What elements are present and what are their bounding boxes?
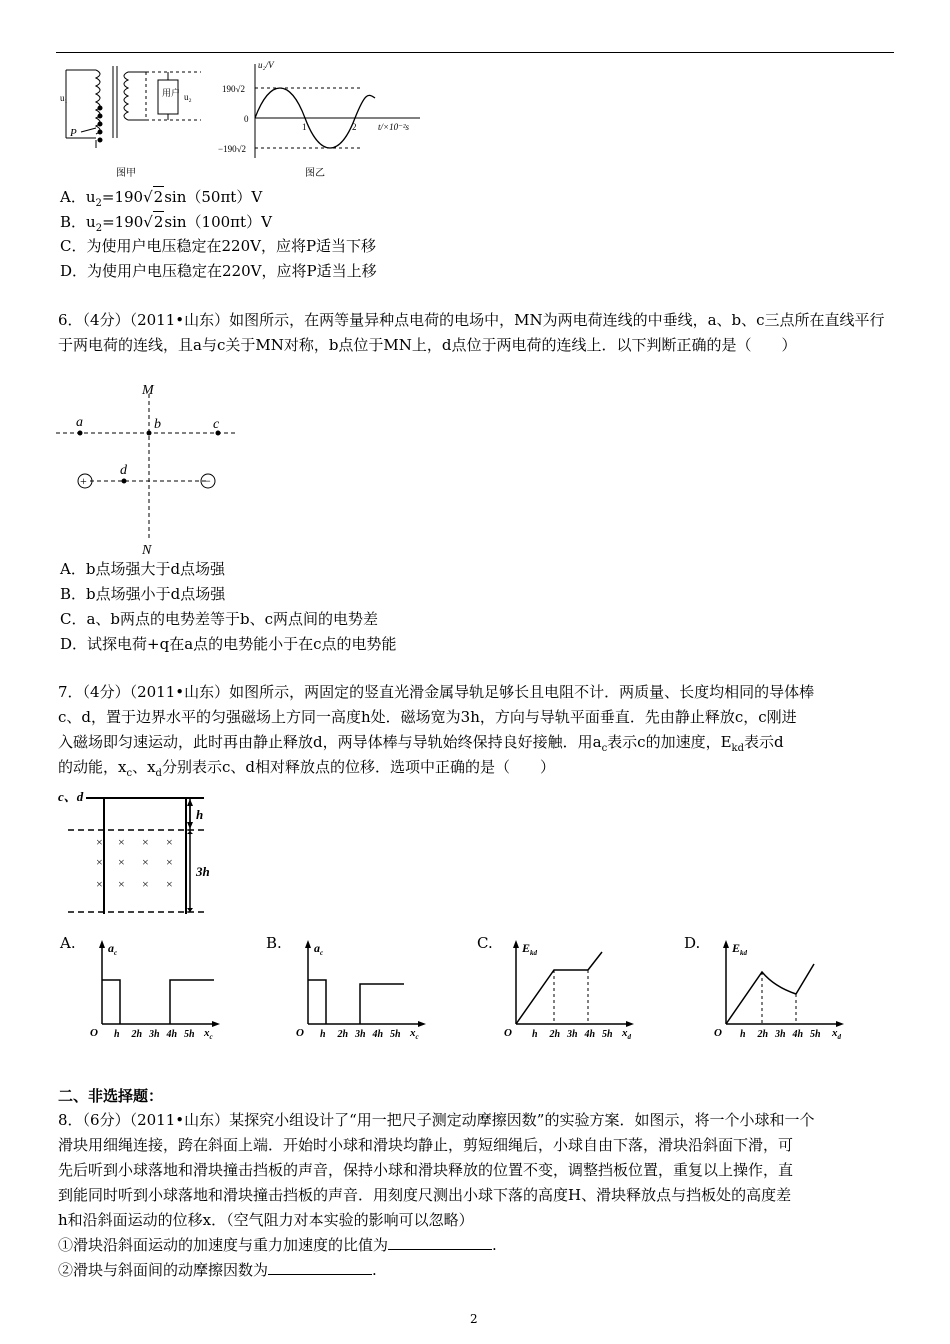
- tick-label: 4h: [166, 1029, 178, 1040]
- graph-b: [292, 936, 442, 1046]
- field-cross: ×: [142, 877, 149, 891]
- q7-option-b[interactable]: B.: [266, 934, 282, 952]
- field-cross: ×: [142, 835, 149, 849]
- answer-blank-1[interactable]: [388, 1235, 492, 1250]
- tick-label: 5h: [810, 1029, 821, 1040]
- graph-b-ylabel: $a_c$: [314, 941, 324, 957]
- label-cd: c、d: [58, 789, 84, 804]
- q7-stem-1: 7．（4分）（2011•山东）如图所示，两固定的竖直光滑金属导轨足够长且电阻不计．两质量、长度均相同的导体棒: [58, 683, 815, 701]
- u2-label: u₂: [184, 92, 192, 102]
- label-b: b: [154, 417, 161, 432]
- tick-label: 5h: [184, 1029, 195, 1040]
- graph-b-xlabel: $x_c$: [410, 1027, 419, 1041]
- u1-label: u₁: [60, 93, 68, 103]
- q6-option-a[interactable]: A．b点场强大于d点场强: [60, 560, 226, 578]
- tick-label: 2h: [757, 1029, 769, 1040]
- section-2-title: 二、非选择题：: [58, 1087, 164, 1105]
- q5-option-a[interactable]: A．$u_2=190√2\sin(50\pi t)V$: [60, 188, 263, 209]
- graph-c-xlabel: $x_d$: [622, 1027, 631, 1041]
- field-cross: ×: [96, 855, 103, 869]
- field-cross: ×: [166, 855, 173, 869]
- q7-option-c[interactable]: C.: [477, 934, 493, 952]
- q6-option-b[interactable]: B．b点场强小于d点场强: [60, 585, 226, 603]
- field-cross: ×: [118, 855, 125, 869]
- field-cross: ×: [166, 877, 173, 891]
- field-cross: ×: [142, 855, 149, 869]
- q8-sub-2: ②滑块与斜面间的动摩擦因数为 .: [58, 1261, 377, 1279]
- label-a: a: [76, 415, 83, 430]
- field-cross: ×: [118, 835, 125, 849]
- q7-stem-3: 入磁场即匀速运动，此时再由静止释放d，两导体棒与导轨始终保持良好接触．用$a_c$表示c的加速度，$E_{kd}$表示d: [58, 733, 784, 754]
- graph-a: [86, 936, 236, 1046]
- q6-option-c[interactable]: C．a、b两点的电势差等于b、c两点间的电势差: [60, 610, 379, 628]
- q8-line-2: 滑块用细绳连接，跨在斜面上端．开始时小球和滑块均静止，剪短细绳后，小球自由下落，滑块沿斜面下滑，可: [58, 1136, 794, 1154]
- graph-a-xlabel: $x_c$: [204, 1027, 213, 1041]
- tick-label: 2h: [549, 1029, 561, 1040]
- sine-top: 190√2: [222, 84, 245, 94]
- tick-label: 5h: [390, 1029, 401, 1040]
- tick-label: 4h: [584, 1029, 596, 1040]
- graph-a-origin: O: [90, 1027, 98, 1039]
- graph-c-ylabel: $E_{kd}$: [522, 941, 538, 957]
- graph-d-ylabel: $E_{kd}$: [732, 941, 748, 957]
- label-h: h: [196, 807, 204, 822]
- tick-label: h: [320, 1029, 326, 1040]
- tick-label: 3h: [567, 1029, 578, 1040]
- tick-label: 3h: [355, 1029, 366, 1040]
- page-number: 2: [470, 1312, 478, 1326]
- graph-b-origin: O: [296, 1027, 304, 1039]
- field-cross: ×: [118, 877, 125, 891]
- graph-d-xlabel: $x_d$: [832, 1027, 841, 1041]
- sine-t1: 1: [302, 122, 307, 132]
- figure-sine: [200, 58, 430, 183]
- fig-jia-caption: 图甲: [116, 168, 136, 179]
- q6-option-d[interactable]: D．试探电荷+q在a点的电势能小于在c点的电势能: [60, 635, 397, 653]
- tick-label: 2h: [131, 1029, 143, 1040]
- figure-charges: [56, 380, 246, 560]
- label-n: N: [142, 543, 152, 558]
- sine-bottom: −190√2: [218, 144, 247, 154]
- tick-label: 4h: [792, 1029, 804, 1040]
- tick-label: 5h: [602, 1029, 613, 1040]
- q5-option-d[interactable]: D．为使用户电压稳定在220V，应将P适当上移: [60, 262, 377, 280]
- user-label: 用户: [162, 88, 181, 98]
- field-cross: ×: [166, 835, 173, 849]
- plus-charge: +: [80, 474, 87, 488]
- label-3h: 3h: [196, 864, 210, 879]
- sine-t2: 2: [352, 122, 357, 132]
- label-d: d: [120, 463, 127, 478]
- tick-label: 4h: [372, 1029, 384, 1040]
- q7-option-d[interactable]: D.: [684, 934, 701, 952]
- q8-sub-1: ①滑块沿斜面运动的加速度与重力加速度的比值为 .: [58, 1236, 497, 1254]
- figure-rails: [56, 786, 226, 918]
- q5-option-b[interactable]: B．$u_2=190√2\sin(100\pi t)V$: [60, 213, 272, 234]
- sine-xlabel: t/×10⁻²s: [378, 122, 410, 132]
- tick-label: 3h: [775, 1029, 786, 1040]
- q8-line-4: 到能同时听到小球落地和滑块撞击挡板的声音．用刻度尺测出小球下落的高度H、滑块释放点与挡板处的高度差: [58, 1186, 792, 1204]
- fig-yi-caption: 图乙: [305, 168, 325, 179]
- graph-c-origin: O: [504, 1027, 512, 1039]
- q7-stem-2: c、d，置于边界水平的匀强磁场上方同一高度h处．磁场宽为3h，方向与导轨平面垂直．先由静止释放c，c刚进: [58, 708, 797, 726]
- minus-charge: −: [204, 474, 211, 488]
- graph-c: [500, 936, 650, 1046]
- q5-option-c[interactable]: C．为使用户电压稳定在220V，应将P适当下移: [60, 237, 377, 255]
- header-rule: [56, 52, 894, 53]
- tick-label: 3h: [149, 1029, 160, 1040]
- tick-label: h: [114, 1029, 120, 1040]
- q8-line-1: 8．（6分）（2011•山东）某探究小组设计了“用一把尺子测定动摩擦因数”的实验方案．如图示，将一个小球和一个: [58, 1111, 815, 1129]
- tick-label: h: [532, 1029, 538, 1040]
- sine-zero: 0: [244, 114, 249, 124]
- field-cross: ×: [96, 835, 103, 849]
- figure-transformer: [56, 58, 216, 183]
- q8-line-5: h和沿斜面运动的位移x．（空气阻力对本实验的影响可以忽略）: [58, 1211, 474, 1229]
- field-cross: ×: [96, 877, 103, 891]
- q6-stem: 6．（4分）（2011•山东）如图所示，在两等量异种点电荷的电场中，MN为两电荷连线的中垂线，a、b、c三点所在直线平行于两电荷的连线，且a与c关于MN对称，b点位于MN上，d点位于两电荷的连线上．以下判断正确的是（ ）: [58, 311, 885, 354]
- graph-d-origin: O: [714, 1027, 722, 1039]
- tick-label: 2h: [337, 1029, 349, 1040]
- graph-a-ylabel: $a_c$: [108, 941, 118, 957]
- tick-label: h: [740, 1029, 746, 1040]
- p-label: P: [70, 127, 77, 139]
- label-c: c: [213, 417, 220, 432]
- q7-option-a[interactable]: A.: [60, 934, 76, 952]
- sine-ylabel: u₂/V: [258, 60, 274, 70]
- q8-line-3: 先后听到小球落地和滑块撞击挡板的声音，保持小球和滑块释放的位置不变，调整挡板位置，重复以上操作，直: [58, 1161, 794, 1179]
- q7-stem-4: 的动能，$x_c$、$x_d$分别表示c、d相对释放点的位移．选项中正确的是（ ）: [58, 758, 555, 779]
- answer-blank-2[interactable]: [268, 1260, 372, 1275]
- graph-d: [710, 936, 860, 1046]
- label-m: M: [142, 383, 154, 398]
